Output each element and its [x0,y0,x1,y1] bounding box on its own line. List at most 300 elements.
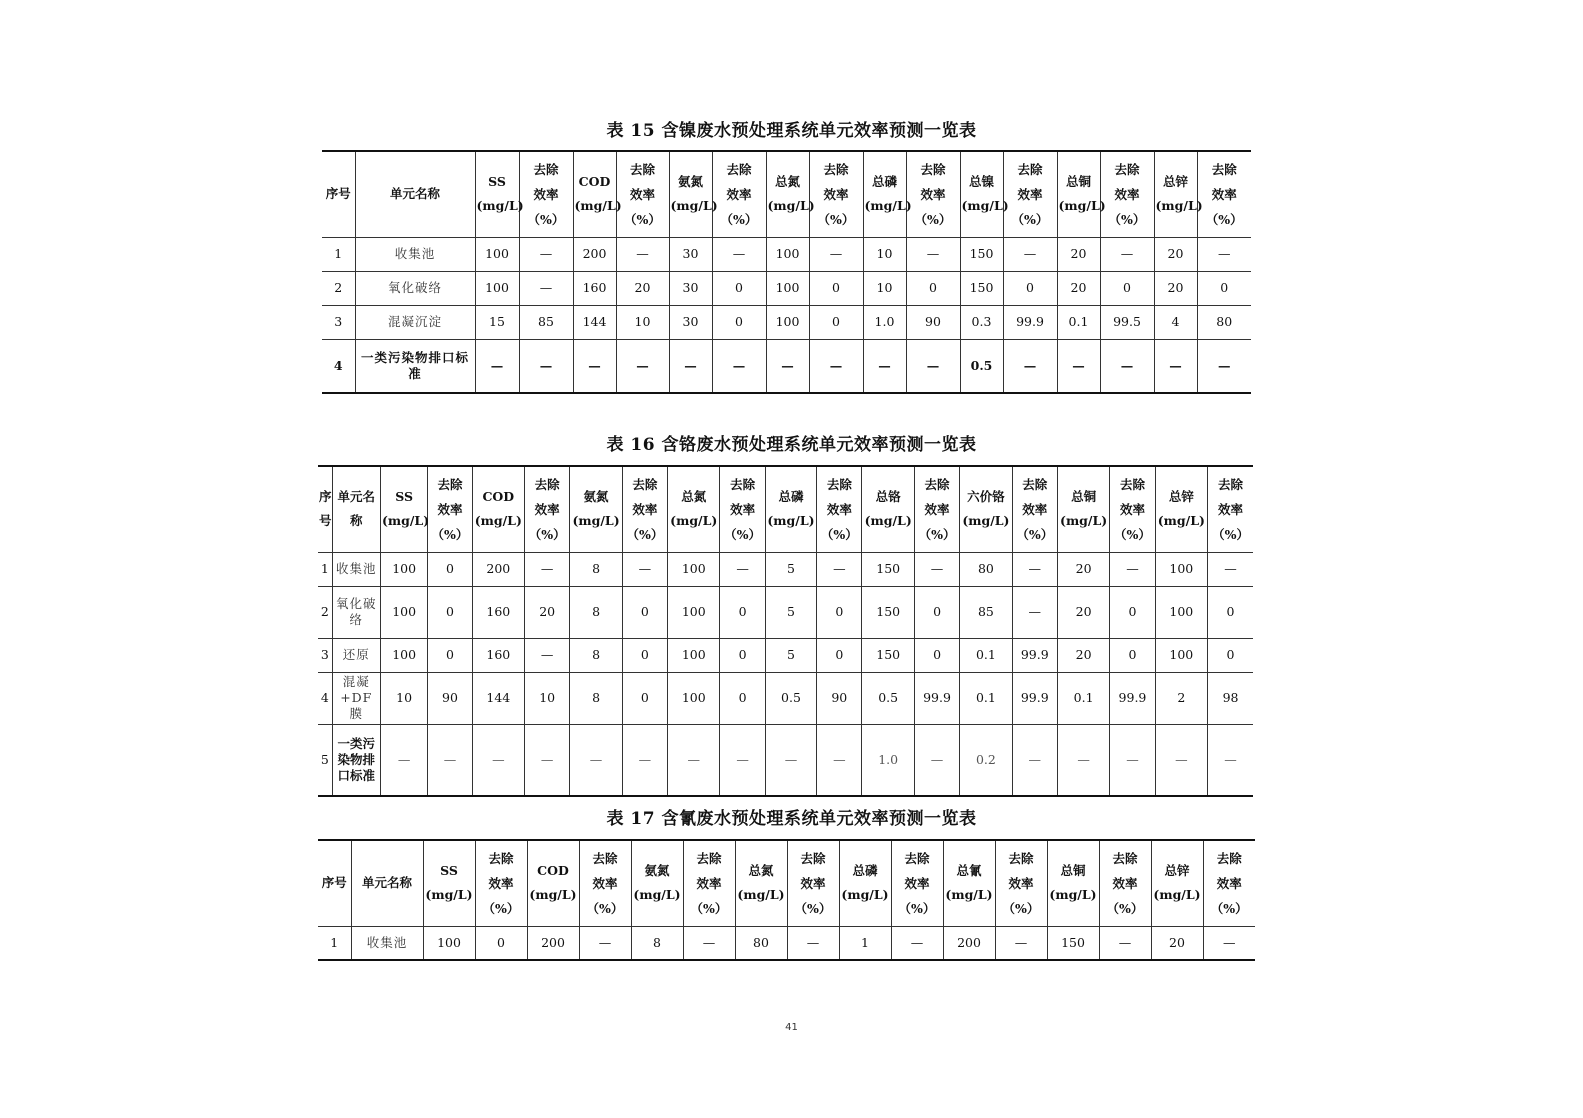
column-header [765,466,816,552]
value-cell: — [1110,552,1155,586]
value-cell: 160 [573,271,616,305]
row-index-cell: 4 [322,339,355,393]
value-cell: — [720,552,765,586]
value-cell: 0 [1100,271,1154,305]
column-header [1100,151,1154,237]
column-header [669,151,718,237]
unit-name-cell: 一类污染物排口标准 [355,339,475,393]
value-cell: 144 [573,305,616,339]
value-cell: 100 [1155,552,1207,586]
value-cell: 20 [1057,638,1109,672]
table-15-caption: 表 15 含镍废水预处理系统单元效率预测一览表 [606,121,977,141]
column-header [475,840,527,926]
column-header [1099,840,1151,926]
value-cell: — [817,552,862,586]
value-cell: 0 [914,638,959,672]
column-header [668,466,720,552]
table-15-nickel-wastewater [322,150,1251,394]
value-cell: — [579,926,631,960]
column-header [862,466,914,552]
column-header-text: COD (mg/L) [529,863,577,903]
value-cell: 0.5 [765,672,816,724]
value-cell: — [1057,339,1100,393]
column-header-text: COD (mg/L) [474,489,522,529]
header-row [318,466,1253,552]
value-cell: 0 [720,638,765,672]
value-cell: — [712,237,766,271]
column-header-text: 去除 效率 （%） [720,161,758,227]
column-header [720,466,765,552]
unit-name-cell: 混凝沉淀 [355,305,475,339]
value-cell: 144 [472,672,524,724]
column-header-text: 总铜 (mg/L) [1058,174,1106,214]
value-cell: 80 [1197,305,1251,339]
value-cell: 0 [1110,638,1155,672]
value-cell: — [766,339,809,393]
column-header-text: 总镍 (mg/L) [961,174,1009,214]
column-header-text: 去除 效率 （%） [1114,476,1151,542]
value-cell: 99.9 [1003,305,1057,339]
row-index-cell: 4 [318,672,332,724]
value-cell: 100 [766,237,809,271]
value-cell: — [817,724,862,796]
column-header-text: 去除 效率 （%） [1205,161,1243,227]
column-header-text: 去除 效率 （%） [1210,850,1248,916]
column-header-text: 总锌 (mg/L) [1157,489,1205,529]
row-index-cell: 1 [318,926,351,960]
value-cell: 85 [960,586,1012,638]
column-header [960,151,1009,237]
value-cell: 0.1 [1057,305,1100,339]
column-header [1057,466,1109,552]
table-row [322,305,1251,339]
column-header [683,840,735,926]
value-cell: 20 [1057,271,1100,305]
value-cell: — [1154,339,1197,393]
column-header-text: 去除 效率 （%） [724,476,762,542]
column-header [1151,840,1203,926]
value-cell: 0 [622,672,667,724]
value-cell: — [668,724,720,796]
value-cell: — [428,724,472,796]
value-cell: 8 [570,552,622,586]
column-header-text: 去除 效率 （%） [898,850,936,916]
column-header-text: 六价铬 (mg/L) [962,489,1010,529]
header-row [322,151,1251,237]
value-cell: 0 [428,638,472,672]
value-cell: 0.3 [960,305,1003,339]
value-cell: 150 [862,586,914,638]
column-header-text: 总氮 (mg/L) [737,863,785,903]
table-row [318,672,1253,724]
value-cell: 100 [475,237,519,271]
value-cell: — [1110,724,1155,796]
value-cell: 5 [765,638,816,672]
value-cell: — [380,724,427,796]
row-index-cell: 3 [322,305,355,339]
value-cell: 20 [1154,271,1197,305]
value-cell: 1.0 [863,305,906,339]
value-cell: — [1003,339,1057,393]
column-header [943,840,995,926]
column-header [995,840,1047,926]
value-cell: — [1012,724,1057,796]
value-cell: 20 [1057,237,1100,271]
row-index-cell: 5 [318,724,332,796]
column-header-text: 总磷 (mg/L) [864,174,912,214]
column-header [787,840,839,926]
column-header [616,151,669,237]
value-cell: — [1012,552,1057,586]
value-cell: 100 [668,586,720,638]
column-header-text: 去除 效率 （%） [690,850,728,916]
value-cell: 0 [428,552,472,586]
column-header [475,151,524,237]
value-cell: 160 [472,586,524,638]
column-header [863,151,912,237]
value-cell: 99.5 [1100,305,1154,339]
column-header [766,151,815,237]
value-cell: 0.1 [960,638,1012,672]
value-cell: 90 [906,305,960,339]
value-cell: 0 [906,271,960,305]
value-cell: 0.5 [862,672,914,724]
value-cell: 99.9 [1012,672,1057,724]
column-header-text: 总磷 (mg/L) [767,489,815,529]
value-cell: 4 [1154,305,1197,339]
unit-name-cell: 一类污染物排口标准 [332,724,380,796]
column-header [1012,466,1057,552]
value-cell: 100 [380,638,427,672]
value-cell: 2 [1155,672,1207,724]
unit-name-cell: 混凝+DF 膜 [332,672,380,724]
column-header [318,466,332,552]
value-cell: — [1197,237,1251,271]
column-header [519,151,573,237]
value-cell: — [809,237,863,271]
value-cell: 1.0 [862,724,914,796]
column-header [318,840,351,926]
column-header-text: 去除 效率 （%） [431,476,469,542]
column-header [1110,466,1155,552]
value-cell: — [1100,339,1154,393]
column-header-text: 总铬 (mg/L) [864,489,912,529]
value-cell: 5 [765,552,816,586]
value-cell: 0 [720,586,765,638]
column-header [579,840,631,926]
column-header-text: 氨氮 (mg/L) [633,863,681,903]
column-header-text: 序号 [321,875,347,891]
value-cell: — [906,237,960,271]
value-cell: 99.9 [914,672,959,724]
column-header-text: 去除 效率 （%） [918,476,956,542]
column-header-text: 总氮 (mg/L) [767,174,815,214]
table-row [318,638,1253,672]
value-cell: — [1099,926,1151,960]
value-cell: — [525,638,570,672]
value-cell: — [525,552,570,586]
value-cell: — [1100,237,1154,271]
value-cell: 100 [668,638,720,672]
column-header-text: 去除 效率 （%） [527,161,565,227]
value-cell: — [616,237,669,271]
column-header [914,466,959,552]
value-cell: 90 [428,672,472,724]
value-cell: 0 [809,305,863,339]
value-cell: 20 [616,271,669,305]
column-header-text: 单元名称 [389,186,440,202]
value-cell: — [472,724,524,796]
value-cell: — [712,339,766,393]
column-header [1203,840,1255,926]
value-cell: 10 [863,271,906,305]
value-cell: 0 [817,586,862,638]
column-header [906,151,960,237]
value-cell: 10 [863,237,906,271]
value-cell: 10 [525,672,570,724]
value-cell: — [914,724,959,796]
value-cell: — [809,339,863,393]
value-cell: 0 [1003,271,1057,305]
column-header [1003,151,1057,237]
column-header [527,840,579,926]
row-index-cell: 1 [318,552,332,586]
table-row [318,586,1253,638]
column-header [472,466,524,552]
value-cell: 5 [765,586,816,638]
value-cell: 20 [525,586,570,638]
table-17-cyanide-wastewater [318,839,1255,961]
value-cell: 0 [720,672,765,724]
value-cell: — [475,339,519,393]
column-header-text: SS (mg/L) [476,174,524,214]
column-header-text: 总氮 (mg/L) [670,489,718,529]
column-header [1057,151,1106,237]
column-header [960,466,1012,552]
value-cell: 0 [1208,586,1253,638]
value-cell: 0 [1208,638,1253,672]
value-cell: 100 [1155,638,1207,672]
column-header-text: 去除 效率 （%） [1002,850,1040,916]
table-row [318,552,1253,586]
value-cell: 0 [1110,586,1155,638]
value-cell: 0 [914,586,959,638]
column-header-text: 去除 效率 （%） [624,161,661,227]
table-row [318,926,1255,960]
value-cell: 20 [1057,552,1109,586]
column-header-text: 去除 效率 （%） [528,476,566,542]
value-cell: 8 [570,672,622,724]
value-cell: — [914,552,959,586]
value-cell: 90 [817,672,862,724]
table-17-caption: 表 17 含氰废水预处理系统单元效率预测一览表 [606,809,977,829]
value-cell: 0 [817,638,862,672]
value-cell: 160 [472,638,524,672]
column-header [631,840,683,926]
value-cell: 80 [960,552,1012,586]
column-header-text: 总氰 (mg/L) [945,863,993,903]
value-cell: 30 [669,271,712,305]
value-cell: 20 [1057,586,1109,638]
column-header-text: 去除 效率 （%） [482,850,520,916]
value-cell: 8 [570,586,622,638]
value-cell: — [1197,339,1251,393]
column-header-text: 序号 [319,489,332,529]
column-header-text: 单元名称 [337,489,376,529]
value-cell: 10 [616,305,669,339]
value-cell: — [519,271,573,305]
value-cell: — [669,339,712,393]
column-header [622,466,667,552]
value-cell: — [525,724,570,796]
value-cell: — [787,926,839,960]
value-cell: 150 [960,271,1003,305]
value-cell: 99.9 [1012,638,1057,672]
value-cell: — [863,339,906,393]
column-header [839,840,891,926]
column-header [1047,840,1099,926]
value-cell: 30 [669,237,712,271]
column-header [712,151,766,237]
table-16-caption: 表 16 含铬废水预处理系统单元效率预测一览表 [606,435,977,455]
value-cell: 1 [839,926,891,960]
column-header [1208,466,1253,552]
unit-name-cell: 还原 [332,638,380,672]
value-cell: — [765,724,816,796]
table-row [322,237,1251,271]
column-header-text: 总锌 (mg/L) [1153,863,1201,903]
value-cell: 150 [862,638,914,672]
value-cell: — [573,339,616,393]
value-cell: — [1203,926,1255,960]
column-header-text: SS (mg/L) [425,863,473,903]
column-header-text: 去除 效率 （%） [1106,850,1144,916]
column-header-text: 去除 效率 （%） [1016,476,1054,542]
column-header-text: COD (mg/L) [574,174,622,214]
page-number: 41 [785,1022,798,1033]
value-cell: — [1012,586,1057,638]
value-cell: 20 [1151,926,1203,960]
value-cell: 10 [380,672,427,724]
value-cell: 100 [380,586,427,638]
value-cell: — [1208,552,1253,586]
value-cell: 100 [668,552,720,586]
column-header-text: 去除 效率 （%） [817,161,855,227]
column-header-text: 去除 效率 （%） [820,476,858,542]
value-cell: 0 [809,271,863,305]
column-header [891,840,943,926]
column-header [1154,151,1203,237]
value-cell: — [906,339,960,393]
row-index-cell: 1 [322,237,355,271]
value-cell: — [622,724,667,796]
value-cell: — [995,926,1047,960]
column-header [1155,466,1207,552]
value-cell: 80 [735,926,787,960]
value-cell: 0.2 [960,724,1012,796]
value-cell: — [1208,724,1253,796]
table-16-chromium-wastewater [318,465,1253,797]
value-cell: 99.9 [1110,672,1155,724]
value-cell: 20 [1154,237,1197,271]
value-cell: 150 [1047,926,1099,960]
value-cell: — [519,237,573,271]
unit-name-cell: 收集池 [332,552,380,586]
column-header-text: 总铜 (mg/L) [1049,863,1097,903]
value-cell: 200 [472,552,524,586]
row-index-cell: 3 [318,638,332,672]
value-cell: 30 [669,305,712,339]
column-header [525,466,570,552]
table-row [322,271,1251,305]
column-header-text: 氨氮 (mg/L) [670,174,718,214]
value-cell: — [891,926,943,960]
column-header [423,840,475,926]
table-row [322,339,1251,393]
column-header [573,151,622,237]
value-cell: — [570,724,622,796]
column-header [380,466,430,552]
value-cell: 85 [519,305,573,339]
value-cell: — [1155,724,1207,796]
column-header [570,466,622,552]
column-header-text: 去除 效率 （%） [586,850,624,916]
value-cell: 0 [475,926,527,960]
unit-name-cell: 氧化破络 [355,271,475,305]
value-cell: 100 [380,552,427,586]
column-header [322,151,355,237]
column-header-text: 单元名称 [361,875,412,891]
row-index-cell: 2 [322,271,355,305]
value-cell: 100 [1155,586,1207,638]
table-row [318,724,1253,796]
value-cell: 150 [960,237,1003,271]
column-header [809,151,863,237]
column-header [428,466,472,552]
column-header-text: 去除 效率 （%） [626,476,664,542]
unit-name-cell: 收集池 [355,237,475,271]
value-cell: 200 [573,237,616,271]
column-header [735,840,787,926]
value-cell: 100 [423,926,475,960]
value-cell: — [616,339,669,393]
value-cell: 0 [428,586,472,638]
value-cell: — [1057,724,1109,796]
value-cell: 0 [712,271,766,305]
value-cell: 8 [631,926,683,960]
value-cell: 0 [1197,271,1251,305]
column-header-text: 氨氮 (mg/L) [572,489,620,529]
value-cell: 0.1 [1057,672,1109,724]
column-header [1197,151,1251,237]
column-header-text: 去除 效率 （%） [1108,161,1146,227]
column-header [817,466,862,552]
value-cell: — [1003,237,1057,271]
column-header-text: SS (mg/L) [381,489,430,529]
value-cell: — [683,926,735,960]
column-header-text: 去除 效率 （%） [1212,476,1249,542]
column-header-text: 去除 效率 （%） [794,850,832,916]
value-cell: 0.1 [960,672,1012,724]
value-cell: — [720,724,765,796]
value-cell: 200 [527,926,579,960]
column-header-text: 总铜 (mg/L) [1060,489,1108,529]
unit-name-cell: 氧化破络 [332,586,380,638]
column-header-text: 总锌 (mg/L) [1155,174,1203,214]
value-cell: 0 [622,638,667,672]
value-cell: 8 [570,638,622,672]
value-cell: 15 [475,305,519,339]
